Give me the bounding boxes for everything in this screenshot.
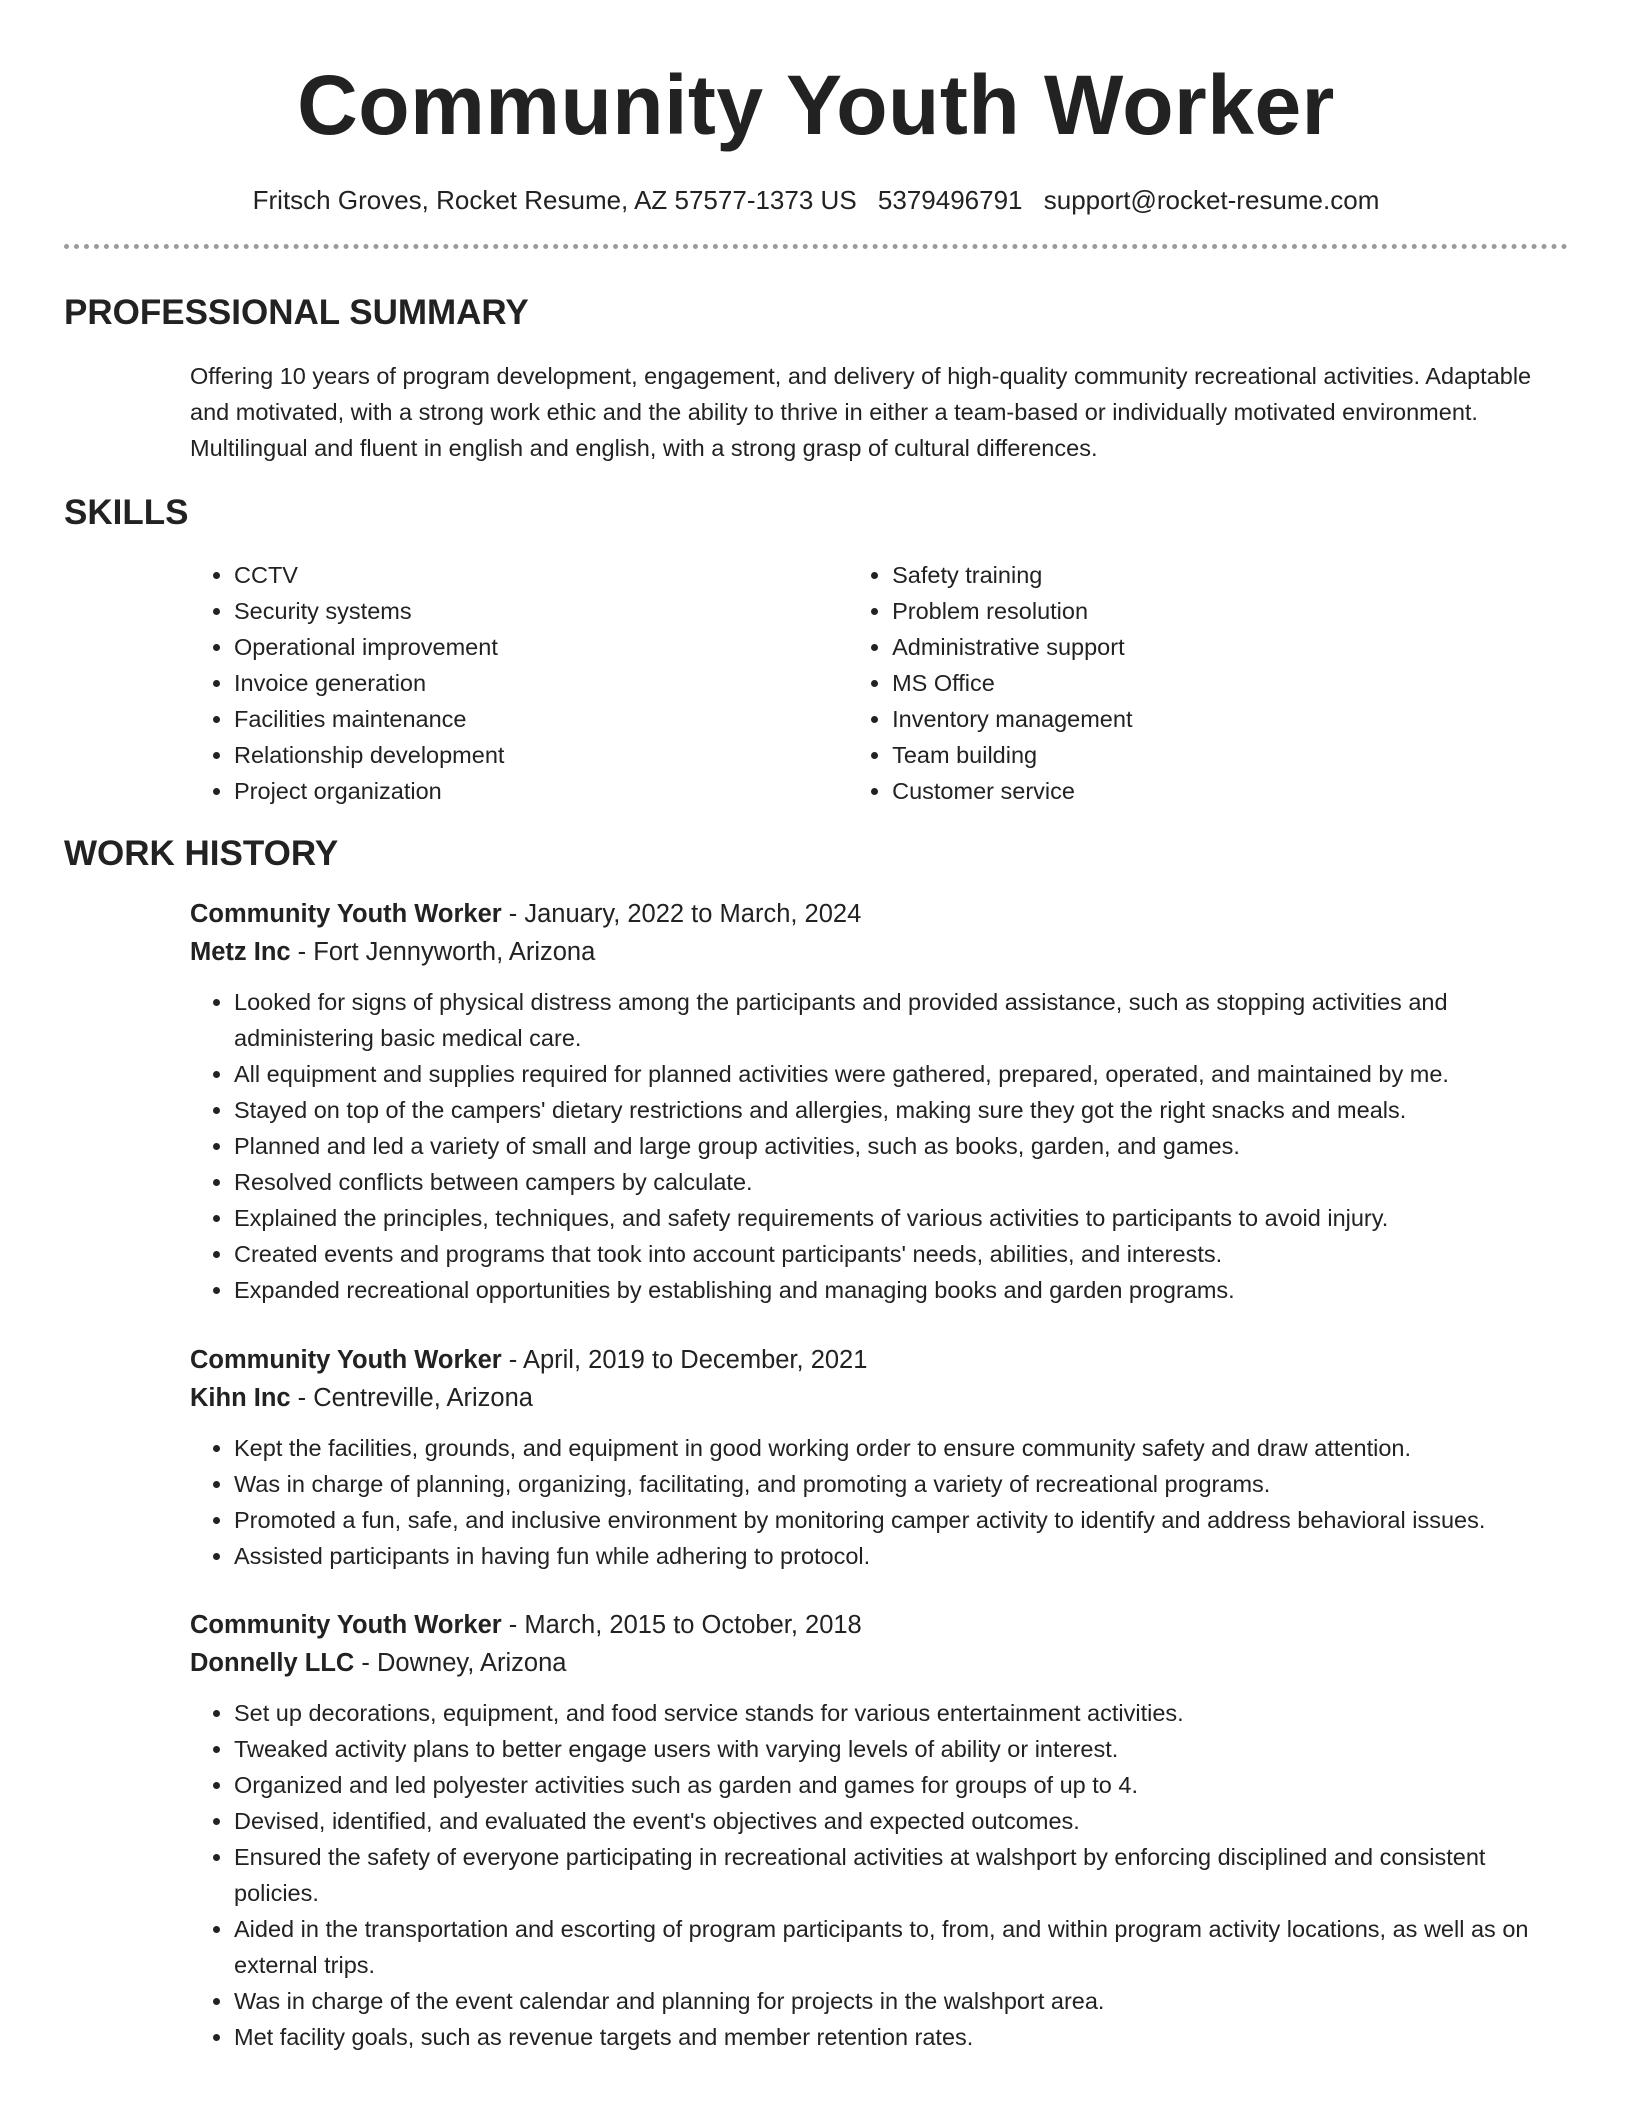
skill-item: • Operational improvement (234, 629, 848, 665)
work-history-heading: WORK HISTORY (64, 834, 339, 873)
job-title-line (190, 1341, 1568, 1379)
skill-item: • Project organization (234, 773, 848, 809)
job-bullets (190, 1695, 1568, 2055)
job-role: Community Youth Worker (190, 1346, 502, 1374)
skill-item: • Invoice generation (234, 665, 848, 701)
skills-column-right (848, 557, 1568, 809)
contact-address: Fritsch Groves, Rocket Resume, AZ 57577-1373 US (252, 185, 857, 215)
skill-item: • Safety training (892, 557, 1568, 593)
skill-item: • Inventory management (892, 701, 1568, 737)
job-role: Community Youth Worker (190, 900, 502, 928)
contact-phone: 5379496791 (877, 185, 1023, 215)
skill-item: • Administrative support (892, 629, 1568, 665)
skill-item: • MS Office (892, 665, 1568, 701)
job-bullet: • Assisted participants in having fun while adhering to protocol. (234, 1538, 1568, 1574)
job-role: Community Youth Worker (190, 1611, 502, 1639)
skills-heading: SKILLS (64, 493, 189, 532)
job-dates: - April, 2019 to December, 2021 (501, 1346, 868, 1374)
skill-item: • Problem resolution (892, 593, 1568, 629)
job-company-line (190, 933, 1568, 971)
job-bullet: • Aided in the transportation and escorting of program participants to, from, and within program activity locations, as well as on external trips. (234, 1911, 1568, 1983)
job-location: - Fort Jennyworth, Arizona (290, 938, 596, 966)
job-entry (190, 1341, 1568, 1574)
job-entry (190, 895, 1568, 1308)
resume-name: Community Youth Worker (297, 58, 1335, 152)
job-company: Donnelly LLC (190, 1649, 355, 1677)
job-company: Metz Inc (190, 938, 291, 966)
job-bullets (190, 984, 1568, 1308)
job-title-line (190, 895, 1568, 933)
job-dates: - January, 2022 to March, 2024 (501, 900, 862, 928)
job-bullet: • Ensured the safety of everyone participating in recreational activities at walshport by enforcing disciplined and consistent policies. (234, 1839, 1568, 1911)
job-bullet: • Resolved conflicts between campers by calculate. (234, 1164, 1568, 1200)
job-bullet: • Was in charge of planning, organizing, facilitating, and promoting a variety of recreational programs. (234, 1466, 1568, 1502)
contact-email: support@rocket-resume.com (1043, 185, 1380, 215)
summary-text: Offering 10 years of program development, engagement, and delivery of high-quality community recreational activities. Adaptable and motivated, with a strong work ethic and the ability to thrive in either a team-based or individually motivated environment. Multilingual and fluent in english and english, with a strong grasp of cultural differences. (190, 363, 1532, 461)
job-bullet: • Kept the facilities, grounds, and equipment in good working order to ensure community safety and draw attention. (234, 1430, 1568, 1466)
skill-item: • Security systems (234, 593, 848, 629)
job-company-line (190, 1379, 1568, 1417)
job-bullet: • Tweaked activity plans to better engage users with varying levels of ability or interest. (234, 1731, 1568, 1767)
skill-item: • Team building (892, 737, 1568, 773)
job-bullet: • Set up decorations, equipment, and food service stands for various entertainment activities. (234, 1695, 1568, 1731)
skill-item: • CCTV (234, 557, 848, 593)
job-bullet: • All equipment and supplies required for planned activities were gathered, prepared, operated, and maintained by me. (234, 1056, 1568, 1092)
job-bullet: • Met facility goals, such as revenue targets and member retention rates. (234, 2019, 1568, 2055)
job-bullet: • Explained the principles, techniques, and safety requirements of various activities to participants to avoid injury. (234, 1200, 1568, 1236)
job-bullet: • Promoted a fun, safe, and inclusive environment by monitoring camper activity to identify and address behavioral issues. (234, 1502, 1568, 1538)
job-bullet: • Stayed on top of the campers' dietary restrictions and allergies, making sure they got the right snacks and meals. (234, 1092, 1568, 1128)
job-title-line (190, 1606, 1568, 1644)
job-bullet: • Looked for signs of physical distress among the participants and provided assistance, such as stopping activities and administering basic medical care. (234, 984, 1568, 1056)
header-divider (64, 244, 1568, 249)
job-entry (190, 1606, 1568, 2055)
skills-column-left (190, 557, 848, 809)
job-bullets (190, 1430, 1568, 1574)
job-dates: - March, 2015 to October, 2018 (501, 1611, 862, 1639)
resume-page (64, 0, 1568, 2055)
job-bullet: • Created events and programs that took into account participants' needs, abilities, and interests. (234, 1236, 1568, 1272)
job-bullet: • Planned and led a variety of small and large group activities, such as books, garden, and games. (234, 1128, 1568, 1164)
job-bullet: • Organized and led polyester activities such as garden and games for groups of up to 4. (234, 1767, 1568, 1803)
job-company: Kihn Inc (190, 1384, 291, 1412)
skills-list (190, 557, 1568, 809)
skill-item: • Relationship development (234, 737, 848, 773)
job-bullet: • Was in charge of the event calendar and planning for projects in the walshport area. (234, 1983, 1568, 2019)
job-company-line (190, 1644, 1568, 1682)
job-bullet: • Expanded recreational opportunities by establishing and managing books and garden programs. (234, 1272, 1568, 1308)
job-bullet: • Devised, identified, and evaluated the event's objectives and expected outcomes. (234, 1803, 1568, 1839)
summary-heading: PROFESSIONAL SUMMARY (64, 293, 529, 332)
skill-item: • Customer service (892, 773, 1568, 809)
contact-line (64, 183, 1568, 217)
skill-item: • Facilities maintenance (234, 701, 848, 737)
job-location: - Centreville, Arizona (290, 1384, 533, 1412)
job-location: - Downey, Arizona (354, 1649, 567, 1677)
